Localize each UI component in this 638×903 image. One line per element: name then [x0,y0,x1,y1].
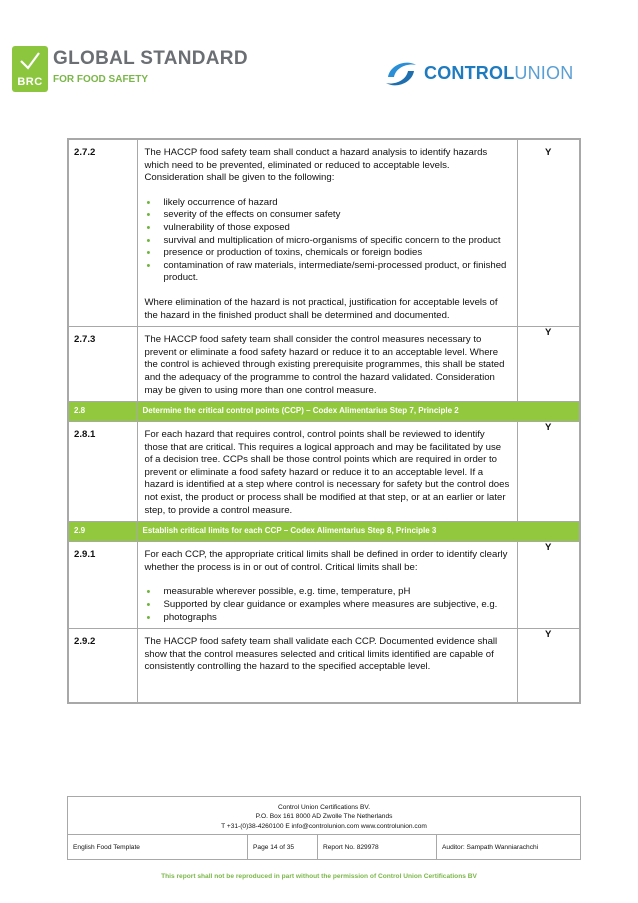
compliance-flag: Y [517,327,580,402]
section-header-row [68,522,580,542]
compliance-flag: Y [517,422,580,522]
cu-bold: CONTROL [424,63,515,83]
checkmark-icon [18,50,42,72]
clause-text: For each hazard that requires control, control points shall be reviewed to identify those that are critical. This requires a logical approach and may be facilitated by use of a decision tree. CCPs shall be those control points which are required in order to prevent or eliminate a food safety hazard or reduce it to an acceptable level. If a hazard is identified at a step where control is necessary for safety but the control does not exist, the product or process shall be modified at that step, or at an earlier or later step, to provide a control measure. [137,422,517,522]
table-row [68,327,580,402]
section-title: Establish critical limits for each CCP – Codex Alimentarius Step 8, Principle 3 [137,522,580,542]
clause-intro: For each CCP, the appropriate critical limits shall be defined in order to identify clearly whether the process is in or out of control. Critical limits shall be: [144,549,508,573]
footer-auditor: Auditor: Sampath Wanniarachchi [442,843,539,851]
table-row [68,542,580,629]
compliance-flag: Y [517,542,580,629]
control-union-wordmark [424,63,573,84]
list-item: • contamination of raw materials, intermediate/semi-processed product, or finished product. [145,260,511,285]
footer-template: English Food Template [68,835,248,859]
list-item: • likely occurrence of hazard [145,197,511,210]
page-footer [67,796,581,860]
brc-subtitle: FOR FOOD SAFETY [53,74,148,85]
list-item: • Supported by clear guidance or examples where measures are subjective, e.g. [145,599,511,612]
clause-number: 2.8.1 [68,422,137,522]
bullet-list [145,586,511,624]
clause-text: The HACCP food safety team shall consider the control measures necessary to prevent or eliminate a food safety hazard or reduce it to an acceptable level. Where the control is achieved through existing prerequisite programmes, this shall be stated and the adequacy of the programme to control the hazard validated. Consideration may be given to using more than one control measure. [137,327,517,402]
clause-text [137,542,517,629]
footer-report: Report No. 829978 [318,835,437,859]
section-title: Determine the critical control points (CCP) – Codex Alimentarius Step 7, Principle 2 [137,402,580,422]
compliance-flag: Y [517,629,580,704]
brc-logo [12,44,248,96]
cu-light: UNION [514,63,574,83]
clause-number: 2.9.2 [68,629,137,704]
brc-title: GLOBAL STANDARD [53,48,248,69]
section-number: 2.9 [68,522,137,542]
clause-text: The HACCP food safety team shall validate each CCP. Documented evidence shall show that the control measures selected and critical limits identified are capable of consistently controlling the hazard to the specified acceptable level. [137,629,517,704]
clause-text [137,139,517,327]
footer-page: Page 14 of 35 [248,835,318,859]
list-item: • presence or production of toxins, chemicals or foreign bodies [145,247,511,260]
footer-postal: P.O. Box 161 8000 AD Zwolle The Netherlands [255,813,393,821]
clause-outro: Where elimination of the hazard is not practical, justification for acceptable levels of the hazard in the finished product shall be determined and documented. [144,296,498,321]
section-header-row [68,402,580,422]
brc-badge [12,46,48,92]
table-row [68,629,580,704]
section-number: 2.8 [68,402,137,422]
control-union-logo [384,57,584,91]
clause-number: 2.7.3 [68,327,137,402]
reproduction-notice: This report shall not be reproduced in part without the permission of Control Union Certifications BV [161,873,477,880]
footer-company: Control Union Certifications BV. [277,804,371,811]
clause-number: 2.7.2 [68,139,137,327]
list-item: • vulnerability of those exposed [145,222,511,235]
table-row [68,422,580,522]
list-item: • severity of the effects on consumer safety [145,209,511,222]
requirements-table [67,138,581,704]
clause-number: 2.9.1 [68,542,137,629]
bullet-list [145,197,511,285]
brc-badge-text: BRC [17,76,43,88]
list-item: • measurable wherever possible, e.g. time, temperature, pH [145,586,511,599]
footer-meta-row [68,835,580,859]
footer-address [68,797,580,835]
table-row [68,139,580,327]
compliance-flag: Y [517,139,580,327]
control-union-swirl-icon [384,57,418,91]
list-item: • photographs [145,612,511,625]
clause-intro: The HACCP food safety team shall conduct a hazard analysis to identify hazards which need to be prevented, eliminated or reduced to acceptable levels. Consideration shall be given to the following: [144,147,488,184]
footer-contact: T +31-(0)38-4260100 E info@controlunion.com www.controlunion.com [221,822,427,830]
list-item: • survival and multiplication of micro-organisms of specific concern to the product [145,235,511,248]
